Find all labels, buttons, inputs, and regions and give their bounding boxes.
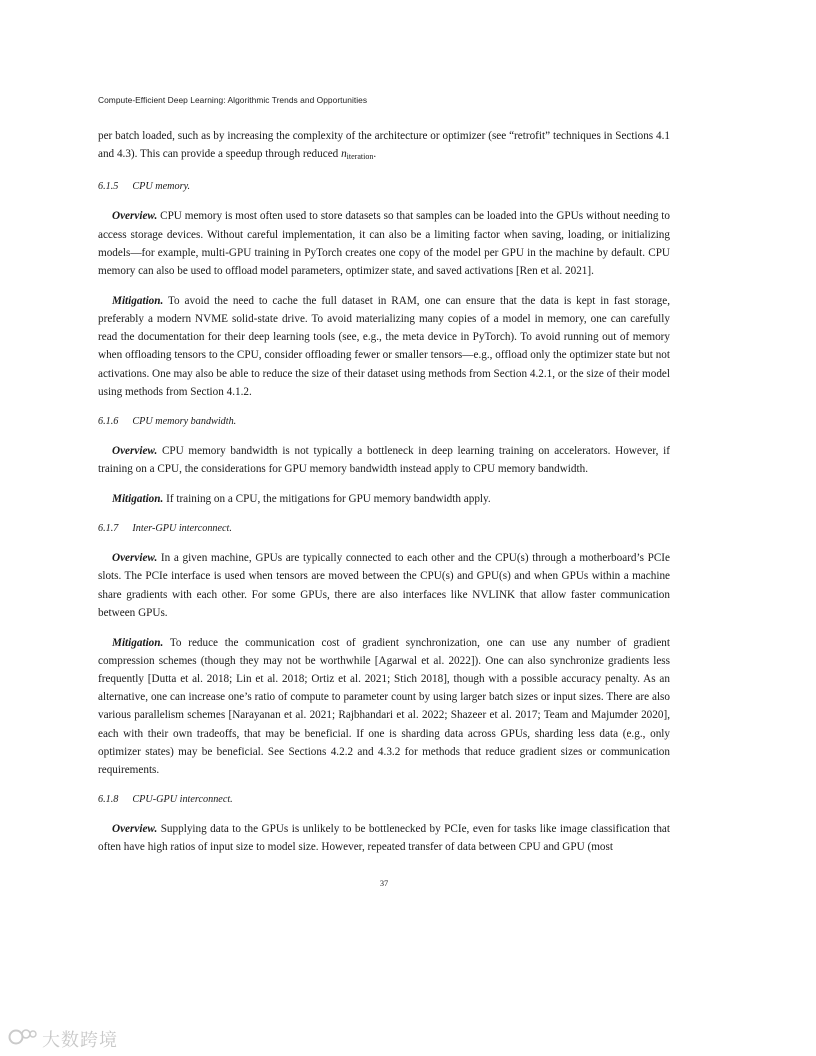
- subsection-number: 6.1.6: [98, 415, 119, 427]
- subsection-heading: [98, 520, 670, 538]
- subsection-title: CPU-GPU interconnect.: [132, 793, 233, 805]
- watermark: [8, 1026, 118, 1052]
- page-number: 37: [379, 879, 389, 888]
- watermark-text: 大数跨境: [42, 1030, 118, 1051]
- math-n: n: [341, 148, 347, 161]
- overview-text: In a given machine, GPUs are typically connected to each other and the CPU(s) through a motherboard’s PCIe slots. The PCIe interface is used when tensors are moved between the CPU(s) and GPU(s) and when GPUs within a machine share gradients with each other. For some GPUs, there are also interfaces like NVLINK that allow faster communication between GPUs.: [98, 552, 670, 619]
- overview-label: Overview.: [112, 210, 158, 223]
- overview-paragraph: [98, 820, 670, 856]
- mitigation-label: Mitigation.: [112, 636, 164, 649]
- overview-paragraph: [98, 549, 670, 622]
- overview-text: CPU memory bandwidth is not typically a bottleneck in deep learning training on accelerators. However, if training on a CPU, the considerations for GPU memory bandwidth instead apply to CPU memory bandwidth.: [98, 445, 670, 476]
- overview-label: Overview.: [112, 552, 158, 565]
- overview-paragraph: [98, 442, 670, 478]
- intro-text-before: per batch loaded, such as by increasing the complexity of the architecture or optimizer (see “retrofit” techniques in Sections 4.1 and 4.3). This can provide a speedup through reduced: [98, 130, 670, 161]
- subsection-number: 6.1.5: [98, 181, 119, 192]
- mitigation-text: To reduce the communication cost of gradient synchronization, one can use any number of gradient compression schemes (though they may not be worthwhile [Agarwal et al. 2022]). One can also synchronize gradients less frequently [Dutta et al. 2018; Lin et al. 2018; Ortiz et al. 2021; Stich 2018], though with a possible accuracy penalty. As an alternative, one can increase one’s ratio of compute to parameter count by using larger batch sizes or input sizes. There are also various parallelism schemes [Narayanan et al. 2021; Rajbhandari et al. 2022; Shazeer et al. 2017; Team and Majumder 2020], each with their own tradeoffs, that may be beneficial. If one is sharding data across GPUs, sharding less data (e.g., only optimizer states) may be beneficial. See Sections 4.2.2 and 4.3.2 for methods that reduce gradient sizes or communication requirements.: [98, 636, 670, 777]
- logo-icon: [8, 1026, 38, 1053]
- subsection-heading: [98, 413, 670, 431]
- overview-text: Supplying data to the GPUs is unlikely to be bottlenecked by PCIe, even for tasks like image classification that often have high ratios of input size to model size. However, repeated transfer of data between CPU and GPU (most: [98, 823, 670, 854]
- subsection-number: 6.1.8: [98, 793, 119, 805]
- subsection-heading: [98, 791, 670, 809]
- intro-text-after: .: [373, 148, 377, 161]
- paper-page: [98, 0, 670, 1056]
- intro-paragraph: [98, 127, 670, 166]
- subsection-heading: [98, 178, 670, 196]
- subsection-title: Inter-GPU interconnect.: [132, 522, 232, 534]
- mitigation-paragraph: [98, 292, 670, 401]
- mitigation-label: Mitigation.: [112, 294, 164, 307]
- overview-label: Overview.: [112, 445, 158, 457]
- overview-label: Overview.: [112, 823, 158, 836]
- mitigation-label: Mitigation.: [112, 493, 164, 505]
- subsection-title: CPU memory.: [132, 181, 191, 192]
- mitigation-paragraph: [98, 634, 670, 780]
- overview-paragraph: [98, 207, 670, 280]
- mitigation-text: If training on a CPU, the mitigations for GPU memory bandwidth apply.: [163, 493, 491, 505]
- subsection-number: 6.1.7: [98, 522, 119, 534]
- overview-text: CPU memory is most often used to store datasets so that samples can be loaded into the GPUs without needing to access storage devices. Without careful implementation, it can also be a limiting factor when saving, loading, or initializing models—for example, multi-GPU training in PyTorch creates one copy of the model per GPU in the machine by default. CPU memory can also be used to offload model parameters, optimizer state, and saved activations [Ren et al. 2021].: [98, 210, 670, 277]
- body-text: [98, 127, 670, 857]
- subsection-title: CPU memory bandwidth.: [132, 415, 237, 427]
- running-head: Compute-Efficient Deep Learning: Algorithmic Trends and Opportunities: [98, 95, 368, 105]
- mitigation-text: To avoid the need to cache the full dataset in RAM, one can ensure that the data is kept in fast storage, preferably a modern NVME solid-state drive. To avoid materializing many copies of a model in memory, one can carefully read the documentation for their deep learning tools (see, e.g., the meta device in PyTorch). To avoid running out of memory when offloading tensors to the CPU, consider offloading fewer or smaller tensors—e.g., offload only the optimizer state but not activations. One may also be able to reduce the size of their dataset using methods from Section 4.2.1, or the size of their model using methods from Section 4.1.2.: [98, 294, 670, 398]
- mitigation-paragraph: [98, 490, 670, 508]
- math-subscript: iteration: [346, 152, 374, 162]
